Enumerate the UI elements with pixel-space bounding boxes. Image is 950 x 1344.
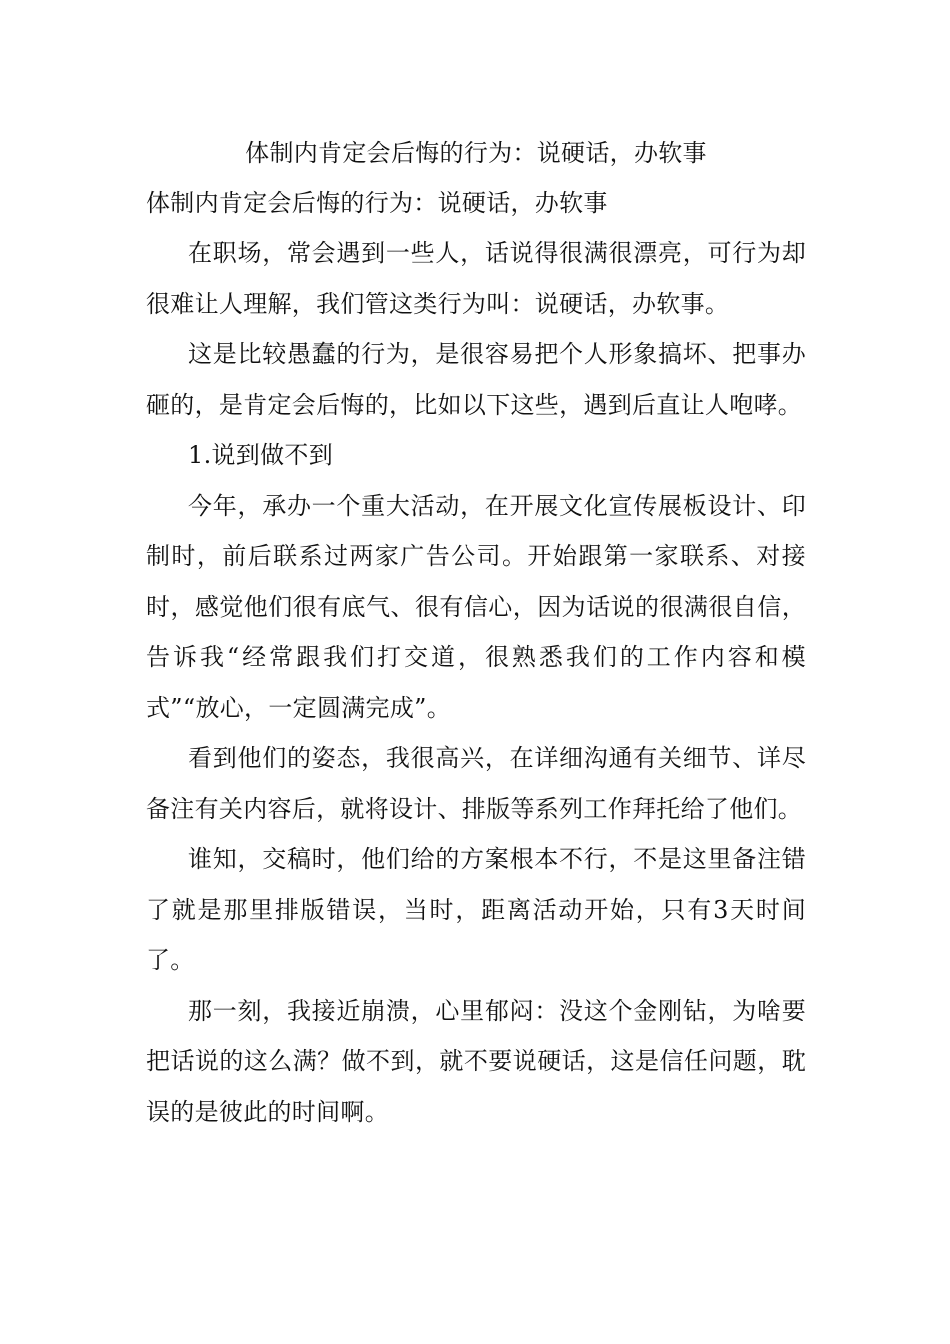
paragraph-foolish-behavior: 这是比较愚蠢的行为，是很容易把个人形象搞坏、把事办砸的，是肯定会后悔的，比如以下这些，遇到后直让人咆哮。: [146, 340, 806, 419]
paragraph-reflection: 那一刻，我接近崩溃，心里郁闷：没这个金刚钻，为啥要把话说的这么满？做不到，就不要说硬话，这是信任问题，耽误的是彼此的时间啊。: [146, 996, 806, 1126]
document-subtitle: 体制内肯定会后悔的行为：说硬话，办软事: [146, 189, 608, 217]
paragraph-entrusted: 看到他们的姿态，我很高兴，在详细沟通有关细节、详尽备注有关内容后，就将设计、排版等系列工作拜托给了他们。: [146, 744, 806, 823]
document-body: [146, 128, 806, 1137]
document-title: 体制内肯定会后悔的行为：说硬话，办软事: [245, 139, 707, 167]
paragraph-event-story: 今年，承办一个重大活动，在开展文化宣传展板设计、印制时，前后联系过两家广告公司。开始跟第一家联系、对接时，感觉他们很有底气、很有信心，因为话说的很满很自信，告诉我“经常跟我们打交道，很熟悉我们的工作内容和模式”“放心，一定圆满完成”。: [146, 491, 806, 722]
section-heading-1: 1.说到做不到: [188, 441, 333, 469]
paragraph-failure: 谁知，交稿时，他们给的方案根本不行，不是这里备注错了就是那里排版错误，当时，距离活动开始，只有3天时间了。: [146, 845, 806, 974]
paragraph-intro: 在职场，常会遇到一些人，话说得很满很漂亮，可行为却很难让人理解，我们管这类行为叫：说硬话，办软事。: [146, 239, 806, 318]
